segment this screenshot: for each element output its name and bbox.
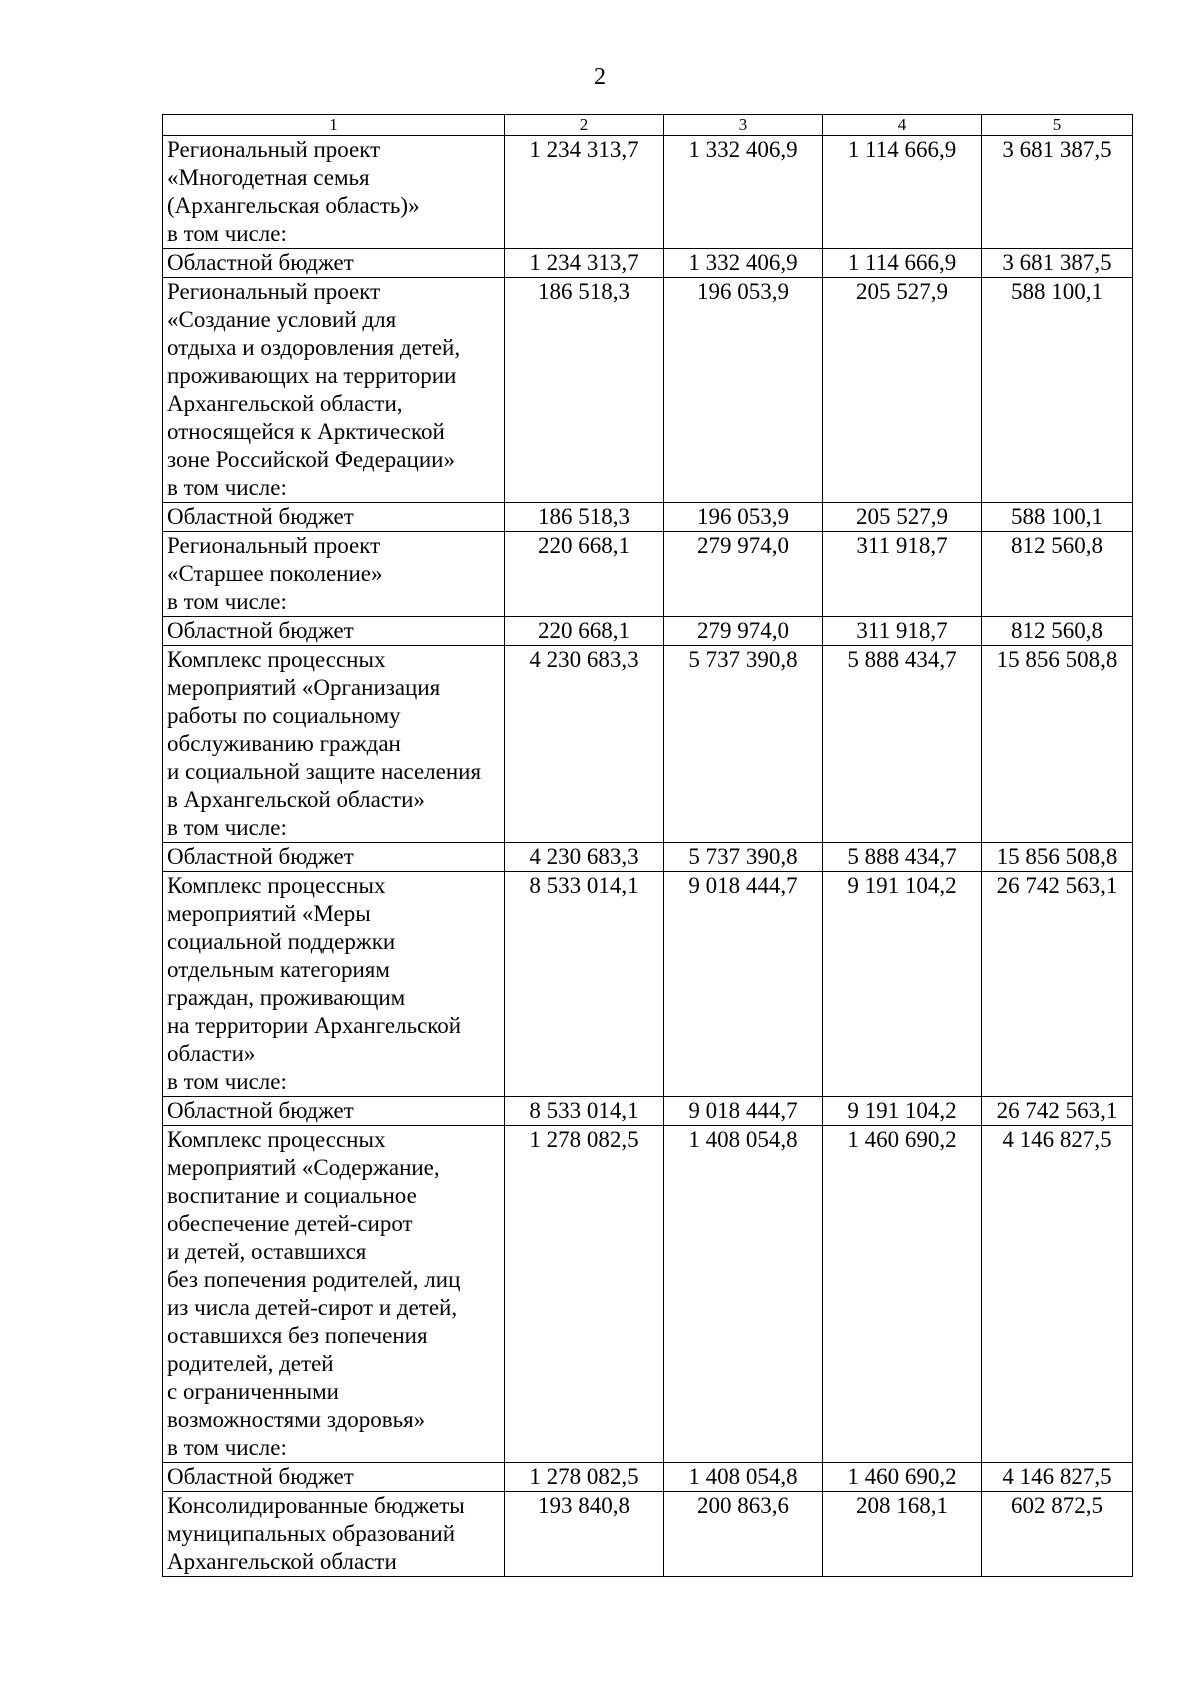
value-cell: 4 146 827,5 xyxy=(982,1126,1133,1463)
value-cell: 812 560,8 xyxy=(982,617,1133,646)
value-cell: 15 856 508,8 xyxy=(982,646,1133,843)
value-cell: 9 018 444,7 xyxy=(664,1097,823,1126)
table-row xyxy=(163,646,1133,843)
row-label: Региональный проект «Создание условий для отдыха и оздоровления детей, проживающих на территории Архангельской области, относящейся к Арктической зоне Российской Федерации» в том числе: xyxy=(163,278,505,503)
value-cell: 279 974,0 xyxy=(664,617,823,646)
value-cell: 1 332 406,9 xyxy=(664,249,823,278)
table-row xyxy=(163,1126,1133,1463)
value-cell: 186 518,3 xyxy=(505,503,664,532)
row-label: Консолидированные бюджеты муниципальных образований Архангельской области xyxy=(163,1492,505,1577)
value-cell: 1 460 690,2 xyxy=(823,1126,982,1463)
page-number: 2 xyxy=(594,64,606,90)
table-row xyxy=(163,278,1133,503)
row-label: Областной бюджет xyxy=(163,249,505,278)
row-label: Региональный проект «Многодетная семья (Архангельская область)» в том числе: xyxy=(163,136,505,249)
table-row xyxy=(163,1463,1133,1492)
value-cell: 26 742 563,1 xyxy=(982,872,1133,1097)
column-header: 2 xyxy=(505,115,664,136)
value-cell: 588 100,1 xyxy=(982,278,1133,503)
row-label: Комплекс процессных мероприятий «Содержание, воспитание и социальное обеспечение детей-сирот и детей, оставшихся без попечения родителей, лиц из числа детей-сирот и детей, оставшихся без попечения родителей, детей с ограниченными возможностями здоровья» в том числе: xyxy=(163,1126,505,1463)
value-cell: 5 888 434,7 xyxy=(823,646,982,843)
table-body xyxy=(163,136,1133,1577)
table-row xyxy=(163,843,1133,872)
value-cell: 5 737 390,8 xyxy=(664,843,823,872)
value-cell: 4 230 683,3 xyxy=(505,646,664,843)
value-cell: 8 533 014,1 xyxy=(505,872,664,1097)
value-cell: 1 114 666,9 xyxy=(823,136,982,249)
value-cell: 3 681 387,5 xyxy=(982,249,1133,278)
table-row xyxy=(163,532,1133,617)
value-cell: 602 872,5 xyxy=(982,1492,1133,1577)
row-label: Комплекс процессных мероприятий «Меры социальной поддержки отдельным категориям граждан, проживающим на территории Архангельской области» в том числе: xyxy=(163,872,505,1097)
table-row xyxy=(163,249,1133,278)
value-cell: 205 527,9 xyxy=(823,503,982,532)
value-cell: 8 533 014,1 xyxy=(505,1097,664,1126)
value-cell: 196 053,9 xyxy=(664,278,823,503)
row-label: Областной бюджет xyxy=(163,843,505,872)
value-cell: 220 668,1 xyxy=(505,532,664,617)
row-label: Региональный проект «Старшее поколение» в том числе: xyxy=(163,532,505,617)
value-cell: 588 100,1 xyxy=(982,503,1133,532)
value-cell: 1 460 690,2 xyxy=(823,1463,982,1492)
budget-table xyxy=(162,114,1133,1577)
value-cell: 196 053,9 xyxy=(664,503,823,532)
row-label: Областной бюджет xyxy=(163,617,505,646)
value-cell: 186 518,3 xyxy=(505,278,664,503)
value-cell: 5 888 434,7 xyxy=(823,843,982,872)
table-row xyxy=(163,617,1133,646)
value-cell: 1 114 666,9 xyxy=(823,249,982,278)
value-cell: 9 018 444,7 xyxy=(664,872,823,1097)
value-cell: 1 408 054,8 xyxy=(664,1463,823,1492)
value-cell: 220 668,1 xyxy=(505,617,664,646)
value-cell: 3 681 387,5 xyxy=(982,136,1133,249)
value-cell: 1 234 313,7 xyxy=(505,136,664,249)
table-row xyxy=(163,872,1133,1097)
row-label: Областной бюджет xyxy=(163,1463,505,1492)
value-cell: 26 742 563,1 xyxy=(982,1097,1133,1126)
value-cell: 5 737 390,8 xyxy=(664,646,823,843)
value-cell: 1 408 054,8 xyxy=(664,1126,823,1463)
column-header: 3 xyxy=(664,115,823,136)
table-row xyxy=(163,1097,1133,1126)
value-cell: 15 856 508,8 xyxy=(982,843,1133,872)
table-row xyxy=(163,136,1133,249)
value-cell: 205 527,9 xyxy=(823,278,982,503)
table-row xyxy=(163,1492,1133,1577)
value-cell: 311 918,7 xyxy=(823,617,982,646)
column-header: 5 xyxy=(982,115,1133,136)
value-cell: 208 168,1 xyxy=(823,1492,982,1577)
value-cell: 200 863,6 xyxy=(664,1492,823,1577)
value-cell: 9 191 104,2 xyxy=(823,1097,982,1126)
value-cell: 1 234 313,7 xyxy=(505,249,664,278)
value-cell: 812 560,8 xyxy=(982,532,1133,617)
row-label: Областной бюджет xyxy=(163,503,505,532)
value-cell: 4 146 827,5 xyxy=(982,1463,1133,1492)
header-row xyxy=(163,115,1133,136)
value-cell: 311 918,7 xyxy=(823,532,982,617)
value-cell: 1 278 082,5 xyxy=(505,1463,664,1492)
table-row xyxy=(163,503,1133,532)
value-cell: 4 230 683,3 xyxy=(505,843,664,872)
row-label: Комплекс процессных мероприятий «Организация работы по социальному обслуживанию граждан и социальной защите населения в Архангельской области» в том числе: xyxy=(163,646,505,843)
value-cell: 193 840,8 xyxy=(505,1492,664,1577)
row-label: Областной бюджет xyxy=(163,1097,505,1126)
value-cell: 279 974,0 xyxy=(664,532,823,617)
value-cell: 9 191 104,2 xyxy=(823,872,982,1097)
value-cell: 1 278 082,5 xyxy=(505,1126,664,1463)
column-header: 1 xyxy=(163,115,505,136)
value-cell: 1 332 406,9 xyxy=(664,136,823,249)
column-header: 4 xyxy=(823,115,982,136)
